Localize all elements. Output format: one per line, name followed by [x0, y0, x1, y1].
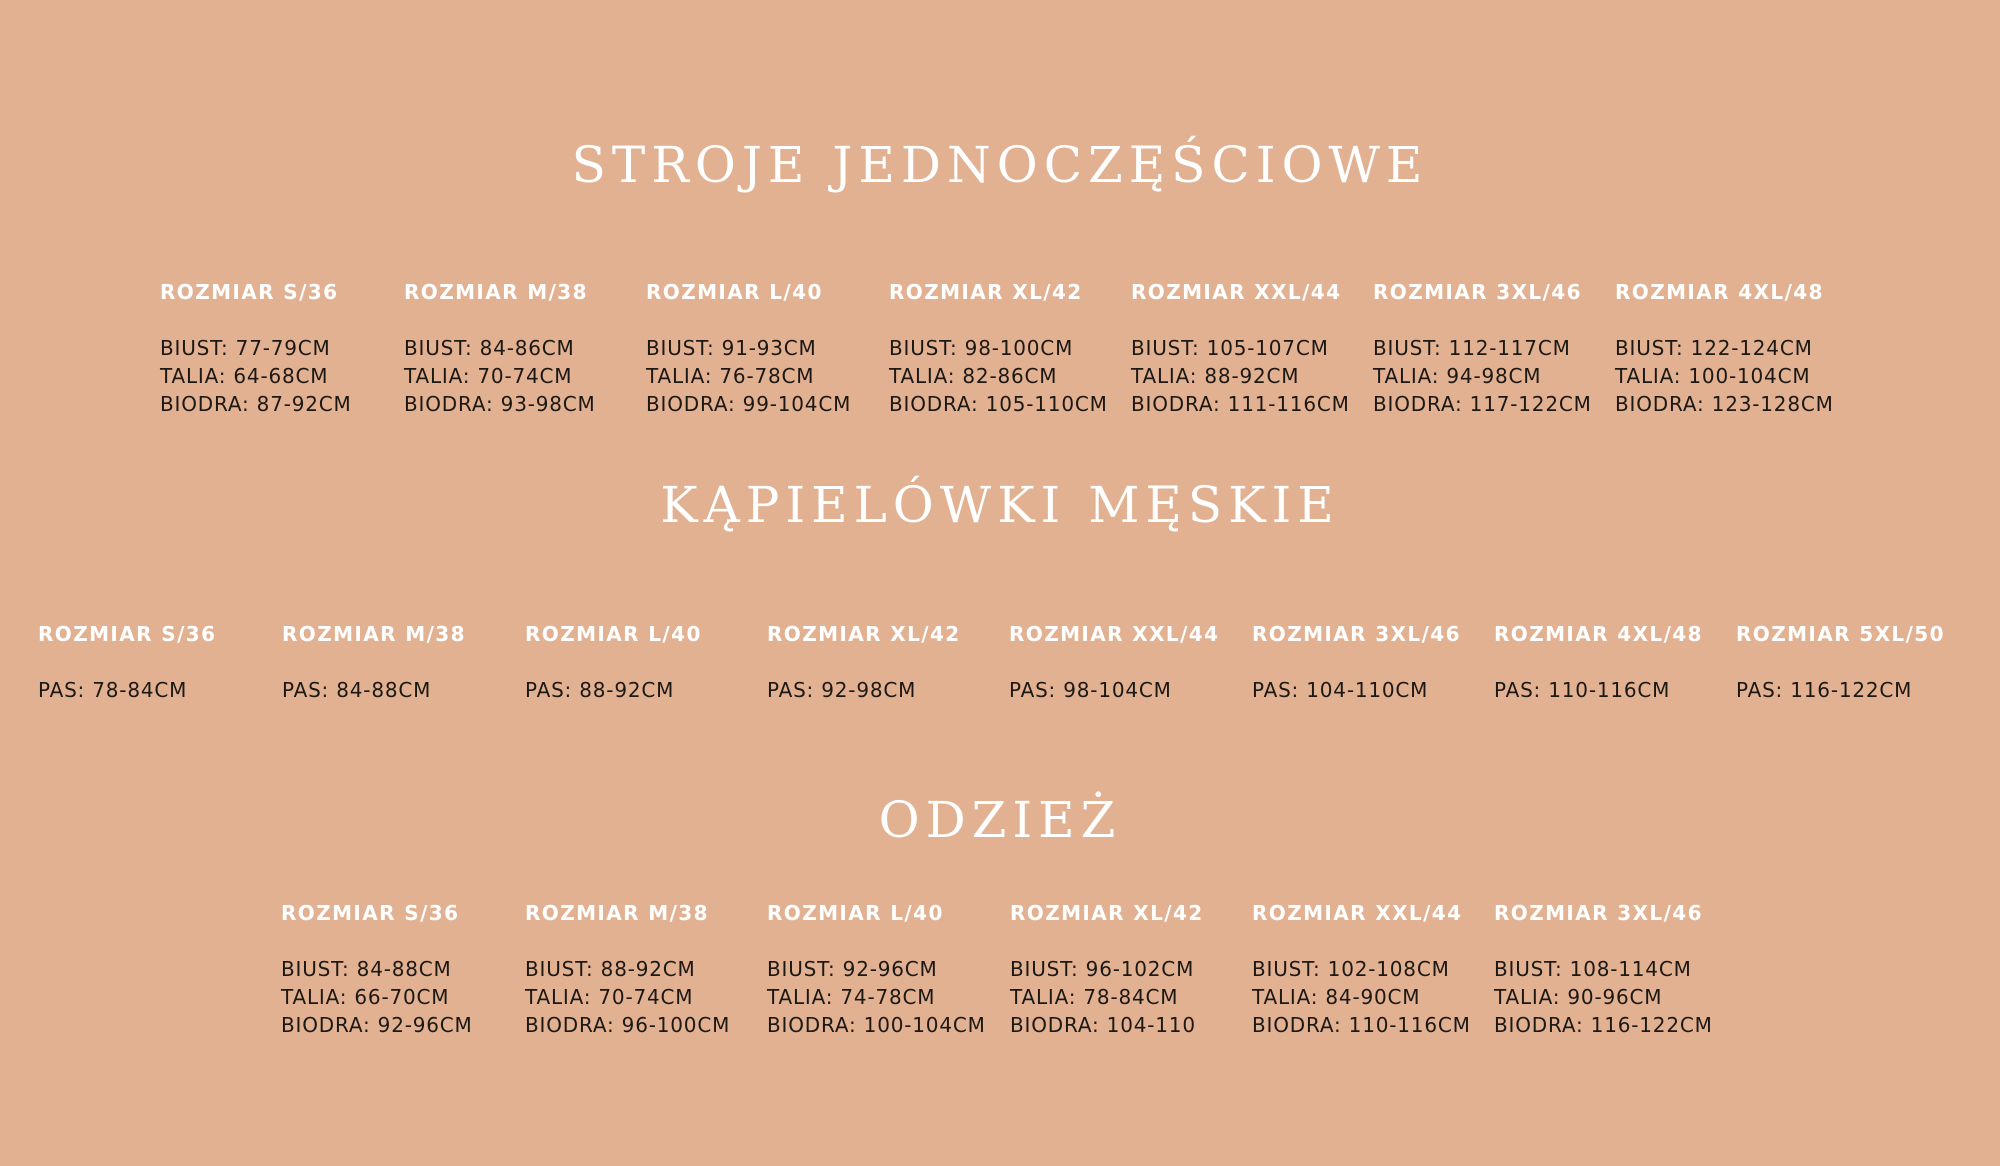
measurement-bust: BIUST: 84-86CM [404, 336, 575, 360]
size-column [1494, 620, 1736, 704]
size-column [1494, 899, 1736, 1039]
measurement-bust: BIUST: 98-100CM [889, 336, 1074, 360]
size-column [160, 278, 402, 418]
size-label: ROZMIAR XXL/44 [1131, 280, 1342, 304]
measurements [1494, 955, 1736, 1039]
measurements [404, 334, 646, 418]
measurements [1252, 676, 1494, 704]
size-column [1010, 899, 1252, 1039]
size-column [1615, 278, 1857, 418]
size-label: ROZMIAR 3XL/46 [1252, 622, 1461, 646]
measurement-waist: TALIA: 70-74CM [404, 364, 573, 388]
measurement-bust: BIUST: 112-117CM [1373, 336, 1571, 360]
size-column [1252, 899, 1494, 1039]
measurement-bust: BIUST: 92-96CM [767, 957, 938, 981]
measurement-waist: TALIA: 76-78CM [646, 364, 815, 388]
size-label: ROZMIAR 5XL/50 [1736, 622, 1945, 646]
size-label: ROZMIAR L/40 [525, 622, 702, 646]
size-label: ROZMIAR M/38 [282, 622, 466, 646]
section-title-one-piece-swimsuits: STROJE JEDNOCZĘŚCIOWE [571, 136, 1429, 194]
measurements [889, 334, 1131, 418]
measurement-waistband: PAS: 78-84CM [38, 678, 188, 702]
measurements [281, 955, 523, 1039]
measurements [646, 334, 888, 418]
measurement-hips: BIODRA: 100-104CM [767, 1013, 986, 1037]
measurements [1373, 334, 1615, 418]
size-label: ROZMIAR XL/42 [889, 280, 1083, 304]
measurements [1615, 334, 1857, 418]
measurements [160, 334, 402, 418]
measurement-waist: TALIA: 64-68CM [160, 364, 329, 388]
measurement-waist: TALIA: 78-84CM [1010, 985, 1179, 1009]
measurement-waistband: PAS: 84-88CM [282, 678, 432, 702]
measurements [1252, 955, 1494, 1039]
size-label: ROZMIAR L/40 [646, 280, 823, 304]
measurement-waistband: PAS: 92-98CM [767, 678, 917, 702]
measurement-hips: BIODRA: 117-122CM [1373, 392, 1592, 416]
measurement-bust: BIUST: 102-108CM [1252, 957, 1450, 981]
measurement-waistband: PAS: 98-104CM [1009, 678, 1172, 702]
size-column [404, 278, 646, 418]
measurement-waist: TALIA: 74-78CM [767, 985, 936, 1009]
measurement-hips: BIODRA: 92-96CM [281, 1013, 473, 1037]
measurement-bust: BIUST: 96-102CM [1010, 957, 1195, 981]
measurements [525, 676, 767, 704]
measurement-hips: BIODRA: 111-116CM [1131, 392, 1350, 416]
size-label: ROZMIAR M/38 [404, 280, 588, 304]
measurement-hips: BIODRA: 87-92CM [160, 392, 352, 416]
size-column [1736, 620, 1978, 704]
size-column [282, 620, 524, 704]
measurements [1009, 676, 1251, 704]
size-column [646, 278, 888, 418]
size-column [38, 620, 280, 704]
measurements [1736, 676, 1978, 704]
size-label: ROZMIAR XL/42 [1010, 901, 1204, 925]
measurements [1494, 676, 1736, 704]
size-column [1373, 278, 1615, 418]
section-title-mens-swim-trunks: KĄPIELÓWKI MĘSKIE [660, 476, 1340, 534]
size-column [1252, 620, 1494, 704]
measurement-bust: BIUST: 105-107CM [1131, 336, 1329, 360]
measurement-waist: TALIA: 66-70CM [281, 985, 450, 1009]
measurements [525, 955, 767, 1039]
measurement-waistband: PAS: 104-110CM [1252, 678, 1429, 702]
size-column [525, 620, 767, 704]
size-column [1131, 278, 1373, 418]
size-column [889, 278, 1131, 418]
size-label: ROZMIAR 4XL/48 [1494, 622, 1703, 646]
measurements [38, 676, 280, 704]
measurement-waist: TALIA: 88-92CM [1131, 364, 1300, 388]
measurements [282, 676, 524, 704]
measurement-bust: BIUST: 122-124CM [1615, 336, 1813, 360]
measurement-waist: TALIA: 70-74CM [525, 985, 694, 1009]
size-label: ROZMIAR XXL/44 [1009, 622, 1220, 646]
measurement-bust: BIUST: 108-114CM [1494, 957, 1692, 981]
measurement-bust: BIUST: 84-88CM [281, 957, 452, 981]
measurement-waist: TALIA: 100-104CM [1615, 364, 1811, 388]
measurement-waistband: PAS: 116-122CM [1736, 678, 1913, 702]
measurement-waistband: PAS: 88-92CM [525, 678, 675, 702]
size-label: ROZMIAR 3XL/46 [1373, 280, 1582, 304]
size-label: ROZMIAR 4XL/48 [1615, 280, 1824, 304]
measurement-hips: BIODRA: 105-110CM [889, 392, 1108, 416]
measurement-waistband: PAS: 110-116CM [1494, 678, 1671, 702]
size-label: ROZMIAR XXL/44 [1252, 901, 1463, 925]
measurements [767, 676, 1009, 704]
size-label: ROZMIAR 3XL/46 [1494, 901, 1703, 925]
size-column [767, 899, 1009, 1039]
measurement-hips: BIODRA: 96-100CM [525, 1013, 731, 1037]
size-column [1009, 620, 1251, 704]
measurement-hips: BIODRA: 116-122CM [1494, 1013, 1713, 1037]
size-column [767, 620, 1009, 704]
measurement-waist: TALIA: 90-96CM [1494, 985, 1663, 1009]
measurement-bust: BIUST: 88-92CM [525, 957, 696, 981]
size-column [281, 899, 523, 1039]
size-label: ROZMIAR L/40 [767, 901, 944, 925]
measurement-bust: BIUST: 91-93CM [646, 336, 817, 360]
size-label: ROZMIAR S/36 [281, 901, 460, 925]
measurement-waist: TALIA: 84-90CM [1252, 985, 1421, 1009]
measurement-hips: BIODRA: 99-104CM [646, 392, 852, 416]
size-label: ROZMIAR S/36 [160, 280, 339, 304]
section-title-clothing: ODZIEŻ [878, 791, 1122, 849]
measurement-hips: BIODRA: 93-98CM [404, 392, 596, 416]
size-label: ROZMIAR S/36 [38, 622, 217, 646]
measurements [1131, 334, 1373, 418]
measurements [1010, 955, 1252, 1039]
size-label: ROZMIAR M/38 [525, 901, 709, 925]
measurement-hips: BIODRA: 104-110 [1010, 1013, 1196, 1037]
measurements [767, 955, 1009, 1039]
measurement-waist: TALIA: 82-86CM [889, 364, 1058, 388]
measurement-waist: TALIA: 94-98CM [1373, 364, 1542, 388]
size-column [525, 899, 767, 1039]
measurement-bust: BIUST: 77-79CM [160, 336, 331, 360]
measurement-hips: BIODRA: 110-116CM [1252, 1013, 1471, 1037]
measurement-hips: BIODRA: 123-128CM [1615, 392, 1834, 416]
size-label: ROZMIAR XL/42 [767, 622, 961, 646]
